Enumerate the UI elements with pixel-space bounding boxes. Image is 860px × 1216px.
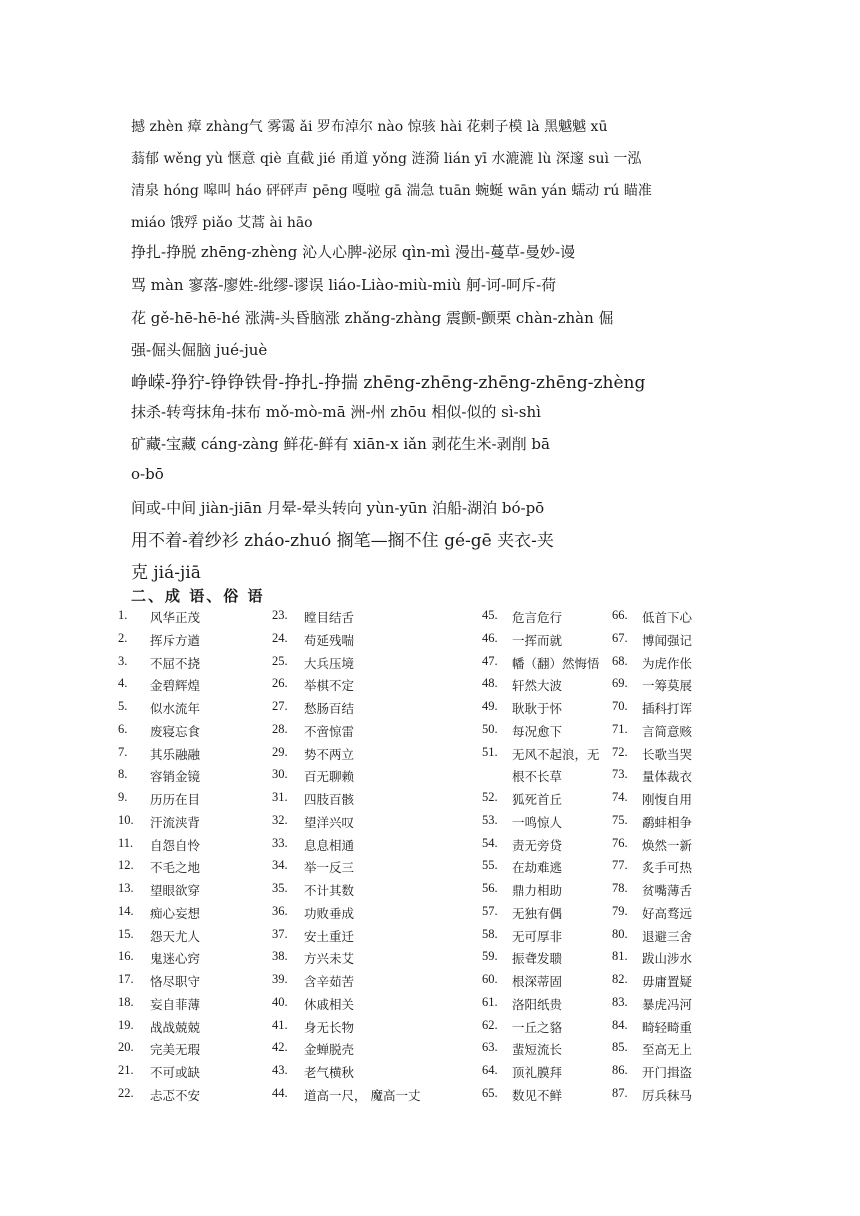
idiom-text: 势不两立 (304, 746, 355, 762)
idiom-text: 责无旁贷 (512, 837, 563, 853)
idiom-number: 4. (118, 676, 128, 691)
idiom-number: 22. (118, 1085, 134, 1100)
idiom-text: 安土重迁 (304, 928, 355, 944)
idiom-number: 51. (482, 744, 498, 759)
idiom-number: 54. (482, 835, 498, 850)
idiom-number: 82. (612, 972, 628, 986)
idiom-text: 汗流浃背 (150, 814, 201, 830)
idiom-text: 望洋兴叹 (304, 814, 355, 830)
idiom-number: 59. (482, 949, 498, 964)
idiom-text: 跋山涉水 (642, 951, 693, 967)
idiom-text: 妄自菲薄 (150, 996, 201, 1012)
section-heading: 二、成 语、俗 语 (131, 587, 265, 605)
idiom-text: 长歌当哭 (642, 746, 693, 762)
idiom-text: 怨天尤人 (150, 928, 201, 944)
idiom-number: 44. (272, 1085, 288, 1100)
idiom-text: 废寝忘食 (150, 723, 201, 739)
idiom-text: 量体裁衣 (642, 769, 693, 785)
pinyin-line: 间或-中间 jiàn-jiān 月晕-晕头转向 yùn-yūn 泊船-湖泊 bó-pō (131, 499, 545, 517)
idiom-number: 7. (118, 744, 128, 759)
idiom-text: 功败垂成 (304, 905, 355, 921)
idiom-number: 80. (612, 926, 628, 941)
idiom-number: 70. (612, 699, 628, 713)
idiom-text: 轩然大波 (512, 678, 563, 694)
idiom-text: 洛阳纸贵 (512, 996, 563, 1012)
idiom-number: 81. (612, 949, 628, 964)
idiom-number: 1. (118, 608, 128, 622)
idiom-text: 暴虎冯河 (642, 996, 693, 1012)
idiom-number: 2. (118, 630, 128, 645)
idiom-text: 顶礼膜拜 (512, 1065, 563, 1080)
idiom-text: 根深蒂固 (512, 974, 563, 989)
idiom-text: 无风不起浪，无 (512, 746, 600, 762)
idiom-number: 25. (272, 653, 288, 668)
idiom-text: 挥斥方遒 (150, 632, 201, 648)
idiom-text: 毋庸置疑 (642, 974, 693, 989)
idiom-text: 根不长草 (512, 769, 563, 785)
idiom-text: 道高一尺， 魔高一丈 (304, 1087, 421, 1103)
idiom-number: 63. (482, 1040, 498, 1055)
idiom-number: 20. (118, 1040, 134, 1055)
idiom-text: 在劫难逃 (512, 860, 563, 876)
idiom-text: 退避三舍 (642, 928, 693, 944)
idiom-number: 65. (482, 1085, 498, 1100)
idiom-number: 8. (118, 767, 128, 782)
idiom-number: 66. (612, 608, 628, 622)
idiom-number: 24. (272, 630, 288, 645)
idiom-text: 一鸣惊人 (512, 814, 563, 830)
idiom-number: 49. (482, 699, 498, 713)
idiom-text: 鬼迷心窍 (150, 951, 201, 967)
idiom-text: 苟延残喘 (304, 632, 355, 648)
idiom-number: 67. (612, 630, 628, 645)
idiom-number: 55. (482, 858, 498, 873)
idiom-text: 身无长物 (304, 1019, 355, 1035)
idiom-text: 为虎作伥 (642, 655, 693, 671)
idiom-text: 刚愎自用 (642, 792, 693, 807)
idiom-text: 举棋不定 (304, 678, 355, 694)
idiom-text: 其乐融融 (150, 746, 201, 762)
pinyin-line: 强-倔头倔脑 jué-juè (131, 341, 268, 359)
idiom-number: 50. (482, 721, 498, 736)
idiom-number: 61. (482, 994, 498, 1009)
pinyin-line: 抹杀-转弯抹角-抹布 mǒ-mò-mā 洲-州 zhōu 相似-似的 sì-shì (131, 403, 541, 421)
idiom-number: 68. (612, 653, 628, 668)
idiom-text: 大兵压境 (304, 655, 355, 671)
idiom-number: 41. (272, 1017, 288, 1032)
idiom-text: 不啻惊雷 (304, 723, 355, 739)
idiom-number: 47. (482, 653, 498, 668)
idiom-number: 56. (482, 881, 498, 895)
idiom-text: 不计其数 (304, 883, 355, 898)
idiom-number: 60. (482, 972, 498, 986)
idiom-text: 愁肠百结 (304, 701, 355, 716)
idiom-text: 幡（翻）然悔悟 (512, 655, 600, 671)
pinyin-line: 克 jiá-jiā (131, 563, 201, 583)
idiom-text: 自怨自怜 (150, 837, 201, 853)
idiom-number: 27. (272, 699, 288, 713)
pinyin-line: 撼 zhèn 瘴 zhàng气 雾霭 ǎi 罗布淖尔 nào 惊骇 hài 花剌子模 là 黑魆魆 xū (131, 119, 608, 135)
idiom-number: 53. (482, 812, 498, 827)
idiom-text: 一筹莫展 (642, 678, 693, 694)
idiom-number: 72. (612, 744, 628, 759)
idiom-text: 鹬蚌相争 (642, 814, 693, 830)
idiom-number: 43. (272, 1063, 288, 1077)
idiom-text: 历历在目 (150, 792, 201, 807)
idiom-number: 12. (118, 858, 134, 873)
idiom-text: 不毛之地 (150, 860, 201, 876)
idiom-number: 28. (272, 721, 288, 736)
idiom-number: 39. (272, 972, 288, 986)
idiom-text: 畸轻畸重 (642, 1019, 693, 1035)
idiom-text: 厉兵秣马 (642, 1087, 693, 1103)
idiom-number: 29. (272, 744, 288, 759)
idiom-number: 36. (272, 903, 288, 918)
idiom-text: 至高无上 (642, 1042, 693, 1058)
idiom-number: 84. (612, 1017, 628, 1032)
idiom-text: 言简意赅 (642, 723, 693, 739)
idiom-text: 耿耿于怀 (512, 701, 563, 716)
idiom-number: 19. (118, 1017, 134, 1032)
idiom-number: 85. (612, 1040, 628, 1055)
idiom-text: 振聋发聩 (512, 951, 563, 967)
idiom-number: 87. (612, 1085, 628, 1100)
idiom-number: 48. (482, 676, 498, 691)
idiom-number: 32. (272, 812, 288, 827)
idiom-text: 含辛茹苦 (304, 974, 355, 989)
idiom-number: 21. (118, 1063, 134, 1077)
idiom-number: 3. (118, 653, 128, 668)
idiom-number: 86. (612, 1063, 628, 1077)
idiom-text: 焕然一新 (642, 837, 693, 853)
idiom-number: 5. (118, 699, 128, 713)
idiom-text: 炙手可热 (642, 860, 693, 876)
idiom-number: 77. (612, 858, 628, 873)
idiom-number: 52. (482, 790, 498, 804)
idiom-number: 26. (272, 676, 288, 691)
idiom-text: 无可厚非 (512, 928, 563, 944)
pinyin-line: 蓊郁 wěng yù 惬意 qiè 直截 jié 甬道 yǒng 涟漪 lián yī 水漉漉 lù 深邃 suì 一泓 (131, 151, 642, 167)
pinyin-line: 挣扎-挣脱 zhēng-zhèng 沁人心脾-泌尿 qìn-mì 漫出-蔓草-曼妙-谩 (131, 243, 576, 261)
idiom-text: 瞠目结舌 (304, 610, 355, 625)
pinyin-line: 骂 màn 寥落-廖姓-纰缪-谬误 liáo-Liào-miù-miù 舸-诃-呵斥-荷 (131, 276, 557, 294)
idiom-number: 15. (118, 926, 134, 941)
idiom-number: 42. (272, 1040, 288, 1055)
idiom-number: 46. (482, 630, 498, 645)
idiom-number: 64. (482, 1063, 498, 1077)
idiom-number: 10. (118, 812, 134, 827)
idiom-text: 战战兢兢 (150, 1019, 201, 1035)
pinyin-line: 峥嵘-狰狞-铮铮铁骨-挣扎-挣揣 zhēng-zhēng-zhēng-zhēng-zhèng (131, 373, 646, 393)
pinyin-line: 矿藏-宝藏 cáng-zàng 鲜花-鲜有 xiān-x iǎn 剥花生米-剥削 bā (131, 435, 550, 453)
idiom-text: 不屈不挠 (150, 655, 201, 671)
pinyin-line: o-bō (131, 465, 164, 483)
pinyin-line: miáo 饿殍 piǎo 艾蒿 ài hāo (131, 215, 313, 231)
idiom-text: 数见不鲜 (512, 1087, 563, 1103)
idiom-number: 9. (118, 790, 128, 804)
idiom-number: 14. (118, 903, 134, 918)
idiom-text: 完美无瑕 (150, 1042, 201, 1058)
pinyin-line: 用不着-着纱衫 zháo-zhuó 搁笔—搁不住 gé-gē 夹衣-夹 (131, 531, 554, 551)
idiom-number: 74. (612, 790, 628, 804)
idiom-number: 34. (272, 858, 288, 873)
idiom-number: 23. (272, 608, 288, 622)
idiom-number: 35. (272, 881, 288, 895)
idiom-number: 11. (118, 835, 134, 850)
idiom-text: 似水流年 (150, 701, 201, 716)
idiom-text: 金蝉脱壳 (304, 1042, 355, 1058)
idiom-text: 好高骛远 (642, 905, 693, 921)
idiom-text: 痴心妄想 (150, 905, 201, 921)
idiom-number: 13. (118, 881, 134, 895)
idiom-number: 69. (612, 676, 628, 691)
idiom-number: 78. (612, 881, 628, 895)
idiom-text: 无独有偶 (512, 905, 563, 921)
idiom-text: 四肢百骸 (304, 792, 355, 807)
idiom-text: 方兴未艾 (304, 951, 355, 967)
pinyin-line: 花 gě-hē-hē-hé 涨满-头昏脑涨 zhǎng-zhàng 震颤-颤栗 chàn-zhàn 倔 (131, 309, 614, 327)
idiom-number: 17. (118, 972, 134, 986)
idiom-text: 博闻强记 (642, 632, 693, 648)
idiom-number: 45. (482, 608, 498, 622)
idiom-number: 37. (272, 926, 288, 941)
idiom-text: 望眼欲穿 (150, 883, 201, 898)
idiom-number: 30. (272, 767, 288, 782)
idiom-number: 40. (272, 994, 288, 1009)
idiom-number: 58. (482, 926, 498, 941)
idiom-text: 举一反三 (304, 860, 355, 876)
idiom-number: 57. (482, 903, 498, 918)
idiom-text: 恪尽职守 (150, 974, 201, 989)
pinyin-line: 清泉 hóng 嗥叫 háo 砰砰声 pēng 嘎啦 gā 湍急 tuān 蜿蜒 wān yán 蠕动 rú 瞄准 (131, 183, 652, 199)
idiom-text: 忐忑不安 (150, 1087, 201, 1103)
idiom-text: 危言危行 (512, 610, 563, 625)
idiom-text: 一挥而就 (512, 632, 563, 648)
idiom-text: 老气横秋 (304, 1065, 355, 1080)
idiom-number: 6. (118, 721, 128, 736)
idiom-text: 低首下心 (642, 610, 693, 625)
idiom-number: 62. (482, 1017, 498, 1032)
idiom-number: 76. (612, 835, 628, 850)
idiom-number: 83. (612, 994, 628, 1009)
idiom-number: 79. (612, 903, 628, 918)
idiom-text: 百无聊赖 (304, 769, 355, 785)
idiom-text: 狐死首丘 (512, 792, 563, 807)
idiom-text: 蜚短流长 (512, 1042, 563, 1058)
idiom-number: 71. (612, 721, 628, 736)
idiom-text: 不可或缺 (150, 1065, 201, 1080)
idiom-text: 容销金镜 (150, 769, 201, 785)
idiom-text: 插科打诨 (642, 701, 693, 716)
idiom-text: 开门揖盗 (642, 1065, 693, 1080)
idiom-number: 38. (272, 949, 288, 964)
idiom-number: 18. (118, 994, 134, 1009)
idiom-number: 16. (118, 949, 134, 964)
idiom-text: 风华正茂 (150, 610, 201, 625)
idiom-text: 每况愈下 (512, 723, 563, 739)
idiom-text: 一丘之貉 (512, 1019, 563, 1035)
idiom-number: 31. (272, 790, 288, 804)
idiom-text: 息息相通 (304, 837, 355, 853)
idiom-text: 休戚相关 (304, 996, 355, 1012)
idiom-text: 贫嘴薄舌 (642, 883, 693, 898)
idiom-number: 75. (612, 812, 628, 827)
idiom-number: 33. (272, 835, 288, 850)
idiom-text: 鼎力相助 (512, 883, 563, 898)
idiom-number: 73. (612, 767, 628, 782)
idiom-text: 金碧辉煌 (150, 678, 201, 694)
